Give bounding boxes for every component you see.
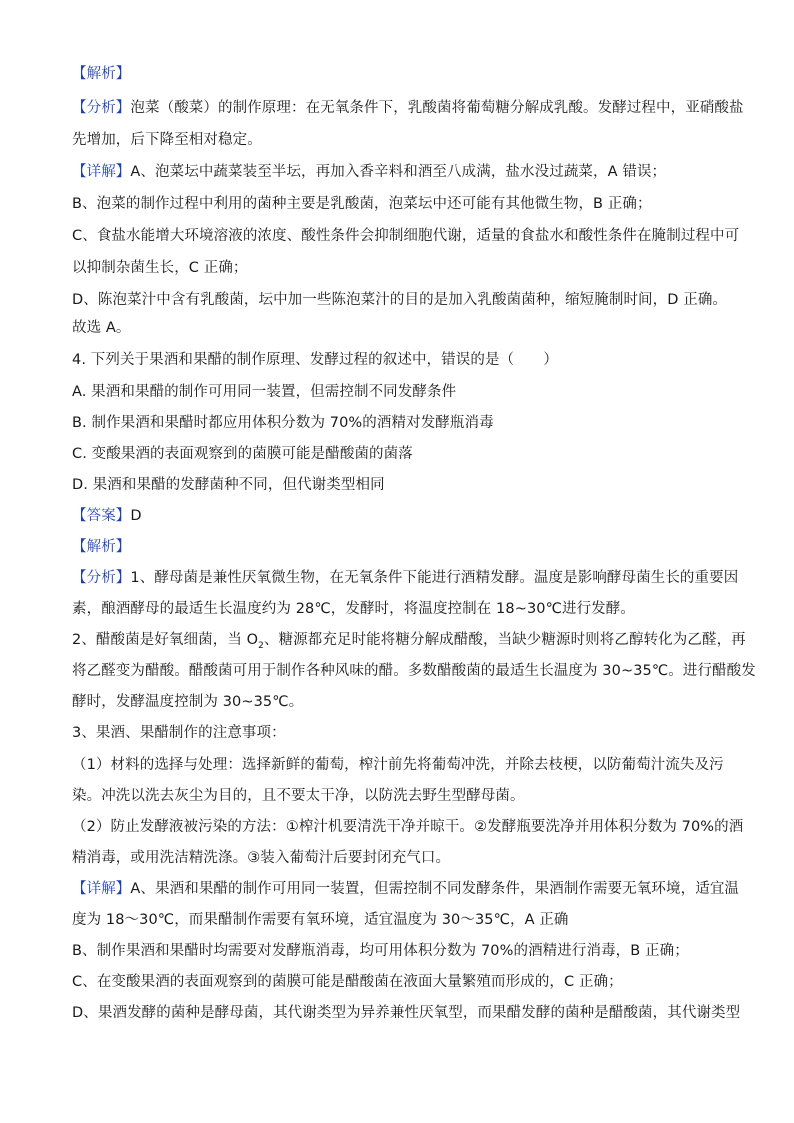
xiangjie-label: 【详解】 [72, 881, 131, 897]
fenxi-text: 1、酵母菌是兼性厌氧微生物，在无氧条件下能进行酒精发酵。温度是影响酵母菌生长的重要因 [130, 570, 739, 586]
conclusion-line [72, 318, 732, 338]
detail-line [72, 910, 732, 930]
fenxi-text: 素，酿酒酵母的最适生长温度约为 28℃，发酵时，将温度控制在 18~30℃进行发酵。 [72, 601, 635, 617]
answer-value: D [130, 508, 142, 524]
conclusion-text: 故选 A。 [72, 320, 131, 336]
fenxi-text: 先增加，后下降至相对稳定。 [72, 132, 262, 148]
xiangjie-label: 【详解】 [72, 164, 131, 180]
detail-text: 度为 18～30℃，而果醋制作需要有氧环境，适宜温度为 30～35℃，A 正确 [72, 912, 569, 928]
fenxi-text: 泡菜（酸菜）的制作原理：在无氧条件下，乳酸菌将葡萄糖分解成乳酸。发酵过程中，亚硝酸盐 [130, 100, 744, 116]
analysis-heading [72, 537, 732, 557]
option-text: C. 变酸果酒的表面观察到的菌膜可能是醋酸菌的菌落 [72, 446, 413, 462]
option-text: D. 果酒和果醋的发酵菌种不同，但代谢类型相同 [72, 477, 385, 493]
subscript: 2 [258, 640, 264, 651]
analysis-paragraph-line [72, 817, 744, 837]
fenxi-text: （2）防止发酵液被污染的方法：①榨汁机要清洗干净并晾干。②发酵瓶要洗净并用体积分数为 70%的酒 [72, 819, 744, 835]
detail-line [72, 194, 732, 214]
fenxi-text: （1）材料的选择与处理：选择新鲜的葡萄，榨汁前先将葡萄冲洗，并除去枝梗，以防葡萄汁流失及污 [72, 757, 724, 773]
detail-text: D、果酒发酵的菌种是酵母菌，其代谢类型为异养兼性厌氧型，而果醋发酵的菌种是醋酸菌，其代谢类型 [72, 1005, 741, 1021]
answer-label: 【答案】 [72, 508, 131, 524]
fenxi-text: 酵时，发酵温度控制为 30~35℃。 [72, 694, 304, 710]
analysis-paragraph-line [72, 98, 744, 118]
analysis-paragraph-line [72, 755, 732, 775]
detail-text: 以抑制杂菌生长，C 正确； [72, 260, 248, 276]
analysis-heading [72, 64, 732, 84]
fenxi-text: 2、醋酸菌是好氧细菌，当 O [72, 632, 259, 648]
detail-line [72, 1003, 741, 1023]
option-a [72, 382, 732, 402]
detail-line [72, 290, 732, 310]
option-c [72, 444, 732, 464]
detail-line [72, 162, 732, 182]
detail-line [72, 258, 732, 278]
analysis-paragraph-line [72, 661, 756, 681]
analysis-paragraph-line [72, 786, 732, 806]
analysis-paragraph-line [72, 692, 732, 712]
detail-text: A、泡菜坛中蔬菜装至半坛，再加入香辛料和酒至八成满，盐水没过蔬菜，A 错误； [130, 164, 667, 180]
fenxi-text: 、糖源都充足时能将糖分解成醋酸，当缺少糖源时则将乙醇转化为乙醛，再 [263, 632, 746, 648]
analysis-label: 【解析】 [72, 66, 131, 82]
option-text: B. 制作果酒和果醋时都应用体积分数为 70%的酒精对发酵瓶消毒 [72, 415, 494, 431]
analysis-paragraph-line [72, 599, 732, 619]
detail-line [72, 972, 732, 992]
detail-line [72, 226, 740, 246]
analysis-paragraph-line [72, 130, 732, 150]
detail-line [72, 879, 740, 899]
question-text: 4. 下列关于果酒和果醋的制作原理、发酵过程的叙述中，错误的是（ ） [72, 352, 558, 368]
detail-line [72, 941, 732, 961]
detail-text: B、制作果酒和果醋时均需要对发酵瓶消毒，均可用体积分数为 70%的酒精进行消毒，B 正确； [72, 943, 689, 959]
fenxi-text: 染。冲洗以洗去灰尘为目的，且不要太干净，以防洗去野生型酵母菌。 [72, 788, 525, 804]
fenxi-label: 【分析】 [72, 100, 131, 116]
detail-text: C、食盐水能增大环境溶液的浓度、酸性条件会抑制细胞代谢，适量的食盐水和酸性条件在腌制过程中可 [72, 228, 740, 244]
answer-line [72, 506, 732, 526]
detail-text: C、在变酸果酒的表面观察到的菌膜可能是醋酸菌在液面大量繁殖而形成的，C 正确； [72, 974, 623, 990]
detail-text: B、泡菜的制作过程中利用的菌种主要是乳酸菌，泡菜坛中还可能有其他微生物，B 正确； [72, 196, 652, 212]
detail-text: D、陈泡菜汁中含有乳酸菌，坛中加一些陈泡菜汁的目的是加入乳酸菌菌种，缩短腌制时间，D 正确。 [72, 292, 728, 308]
analysis-paragraph-line [72, 848, 732, 868]
fenxi-text: 3、果酒、果醋制作的注意事项： [72, 725, 286, 741]
question-stem [72, 350, 732, 370]
analysis-paragraph-line [72, 723, 732, 743]
fenxi-text: 将乙醛变为醋酸。醋酸菌可用于制作各种风味的醋。多数醋酸菌的最适生长温度为 30~35℃。进行醋酸发 [72, 663, 756, 679]
fenxi-text: 精消毒，或用洗洁精洗涤。③装入葡萄汁后要封闭充气口。 [72, 850, 451, 866]
analysis-paragraph-line [72, 630, 746, 656]
detail-text: A、果酒和果醋的制作可用同一装置，但需控制不同发酵条件，果酒制作需要无氧环境，适宜温 [130, 881, 740, 897]
fenxi-label: 【分析】 [72, 570, 131, 586]
analysis-paragraph-line [72, 568, 739, 588]
analysis-label: 【解析】 [72, 539, 131, 555]
option-d [72, 475, 732, 495]
option-text: A. 果酒和果醋的制作可用同一装置，但需控制不同发酵条件 [72, 384, 457, 400]
option-b [72, 413, 732, 433]
